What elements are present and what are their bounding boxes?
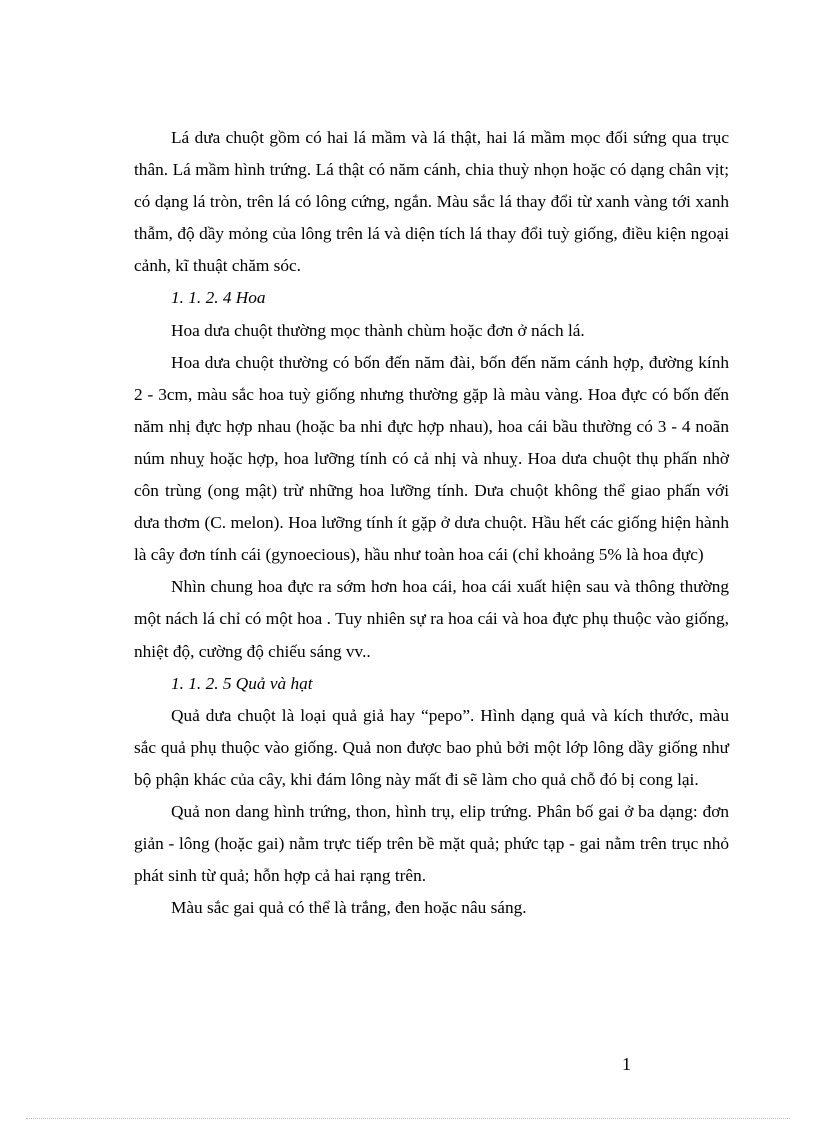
page-number: 1: [622, 1054, 631, 1074]
paragraph-leaf-description: Lá dưa chuột gồm có hai lá mầm và lá thật, hai lá mầm mọc đối sứng qua trục thân. Lá mầm hình trứng. Lá thật có năm cánh, chia thuỳ nhọn hoặc có dạng chân vịt; có dạng lá tròn, trên lá có lông cứng, ngắn. Màu sắc lá thay đổi từ xanh vàng tới xanh thẫm, độ dầy mỏng của lông trên lá và diện tích lá thay đổi tuỳ giống, điều kiện ngoại cảnh, kĩ thuật chăm sóc.: [134, 128, 729, 276]
paragraph-flower-position: Hoa dưa chuột thường mọc thành chùm hoặc đơn ở nách lá.: [171, 320, 585, 340]
document-body: [134, 122, 729, 924]
paragraph-fruit-type: Quả dưa chuột là loại quả giả hay “pepo”. Hình dạng quả và kích thước, màu sắc quả phụ thuộc vào giống. Quả non được bao phủ bởi một lớp lông dầy giống như bộ phận khác của cây, khi đám lông này mất đi sẽ làm cho quả chỗ đó bị cong lại.: [134, 705, 729, 789]
paragraph-fruit-shape: Quả non dang hình trứng, thon, hình trụ, elip trứng. Phân bố gai ở ba dạng: đơn giản - lông (hoặc gai) nằm trực tiếp trên bề mặt quả; phức tạp - gai nằm trên trục nhỏ phát sinh từ quả; hỗn hợp cả hai rạng trên.: [134, 801, 729, 886]
paragraph-spine-color: Màu sắc gai quả có thể là trắng, đen hoặc nâu sáng.: [171, 898, 527, 918]
paragraph-flower-structure: Hoa dưa chuột thường có bốn đến năm đài, bốn đến năm cánh hợp, đường kính 2 - 3cm, màu sắc hoa tuỳ giống nhưng thường gặp là màu vàng. Hoa đực có bốn đến năm nhị đực hợp nhau (hoặc ba nhi đực hợp nhau), hoa cái bầu thường có 3 - 4 noãn núm nhuỵ hoặc hợp, hoa lưỡng tính có cả nhị và nhuỵ. Hoa dưa chuột thụ phấn nhờ côn trùng (ong mật) trừ những hoa lưỡng tính. Dưa chuột không thể giao phấn với dưa thơm (C. melon). Hoa lưỡng tính ít gặp ở dưa chuột. Hầu hết các giống hiện hành là cây đơn tính cái (gynoecious), hầu như toàn hoa cái (chỉ khoảng 5% là hoa đực): [134, 352, 729, 565]
footer-divider: [26, 1118, 790, 1119]
section-heading-flower: 1. 1. 2. 4 Hoa: [171, 288, 266, 308]
paragraph-flowering-order: Nhìn chung hoa đực ra sớm hơn hoa cái, hoa cái xuất hiện sau và thông thường một nách lá chỉ có một hoa . Tuy nhiên sự ra hoa cái và hoa đực phụ thuộc vào giống, nhiệt độ, cường độ chiếu sáng vv..: [134, 577, 729, 661]
section-heading-fruit-seed: 1. 1. 2. 5 Quả và hạt: [171, 673, 313, 693]
